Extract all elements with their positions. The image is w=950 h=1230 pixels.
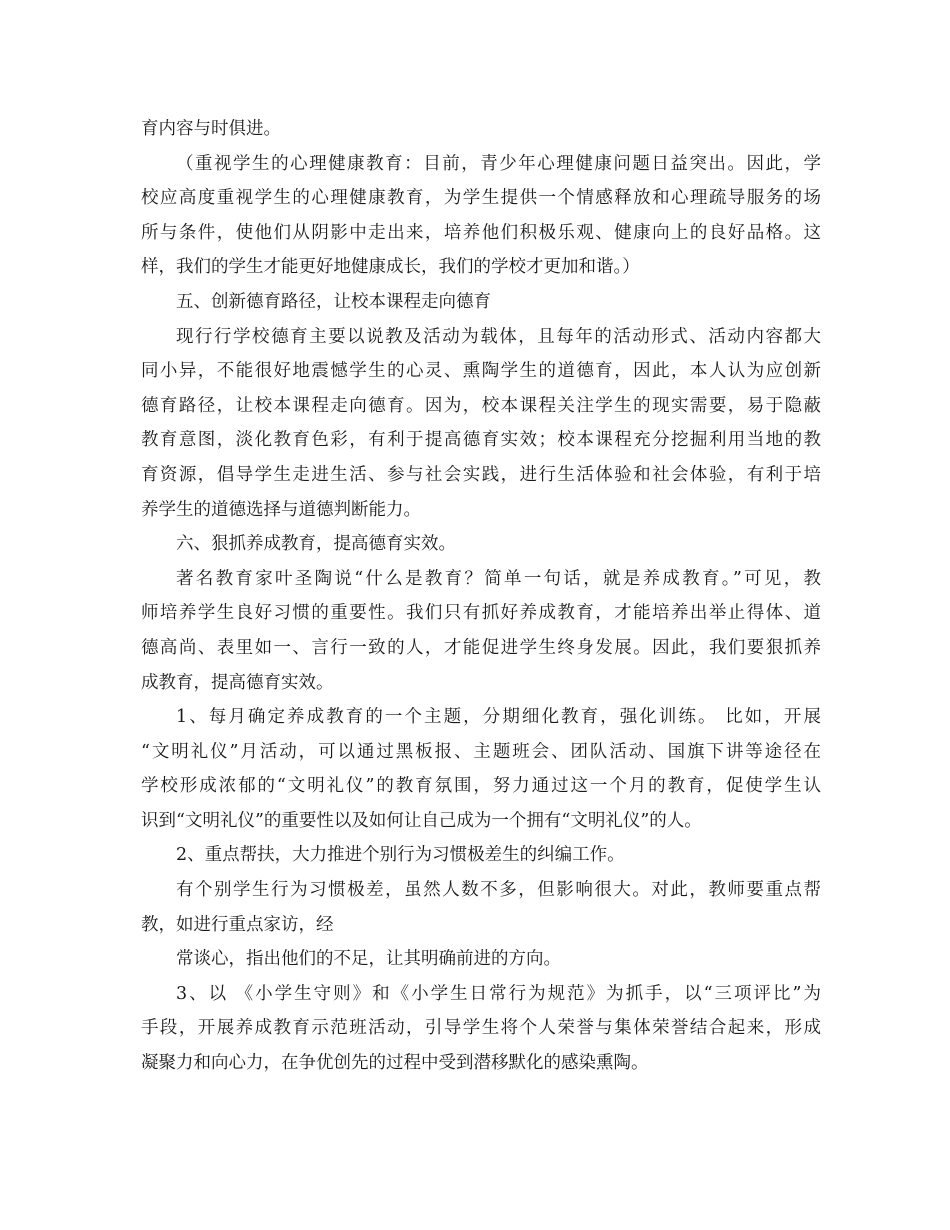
text-line: 同小异，不能很好地震憾学生的心灵、熏陶学生的道德育，因此，本人认为应创新 [141,361,821,382]
text-line: 识到“文明礼仪”的重要性以及如何让自己成为一个拥有“文明礼仪”的人。 [141,810,702,831]
text-line: 著名教育家叶圣陶说“什么是教育？简单一句话，就是养成教育。”可见，教 [176,568,821,589]
text-line: 教育意图，淡化教育色彩，有利于提高德育实效；校本课程充分挖掘利用当地的教 [141,430,821,451]
text-line: 手段，开展养成教育示范班活动，引导学生将个人荣誉与集体荣誉结合起来，形成 [141,1018,821,1039]
text-line: 2、重点帮扶，大力推进个别行为习惯极差生的纠编工作。 [176,845,625,866]
text-line: 德高尚、表里如一、言行一致的人，才能促进学生终身发展。因此，我们要狠抓养 [141,637,821,658]
text-line: 3、以 《小学生守则》和《小学生日常行为规范》为抓手，以“三项评比”为 [176,983,821,1004]
text-line: 有个别学生行为习惯极差，虽然人数不多，但影响很大。对此，教师要重点帮 [176,880,821,901]
text-line: 六、狠抓养成教育，提高德育实效。 [176,534,456,555]
text-line: 现行行学校德育主要以说教及活动为载体，且每年的活动形式、活动内容都大 [176,326,821,347]
text-line: 所与条件，使他们从阴影中走出来，培养他们积极乐观、健康向上的良好品格。这 [141,222,821,243]
text-line: 常谈心，指出他们的不足，让其明确前进的方向。 [176,949,561,970]
text-line: 凝聚力和向心力，在争优创先的过程中受到潜移默化的感染熏陶。 [141,1053,649,1074]
text-line: 1、每月确定养成教育的一个主题，分期细化教育，强化训练。 比如，开展 [176,707,821,728]
text-line: 德育路径，让校本课程走向德育。因为，校本课程关注学生的现实需要，易于隐蔽 [141,395,821,416]
text-line: 师培养学生良好习惯的重要性。我们只有抓好养成教育，才能培养出举止得体、道 [141,603,821,624]
text-line: 校应高度重视学生的心理健康教育，为学生提供一个情感释放和心理疏导服务的场 [141,188,821,209]
text-line: 育资源，倡导学生走进生活、参与社会实践，进行生活体验和社会体验，有利于培 [141,464,821,485]
text-line: （重视学生的心理健康教育：目前，青少年心理健康问题日益突出。因此，学 [176,153,821,174]
text-line: 学校形成浓郁的“文明礼仪”的教育氛围，努力通过这一个月的教育，促使学生认 [141,776,821,797]
text-line: 五、创新德育路径，让校本课程走向德育 [176,291,491,312]
text-line: 教，如进行重点家访，经 [141,914,334,935]
text-line: 成教育，提高德育实效。 [141,672,334,693]
text-line: “文明礼仪”月活动，可以通过黑板报、主题班会、团队活动、国旗下讲等途径在 [141,741,821,762]
text-line: 育内容与时俱进。 [141,119,281,139]
text-line: 样，我们的学生才能更好地健康成长，我们的学校才更加和谐。） [141,257,640,278]
document-body [141,112,821,1081]
text-line: 养学生的道德选择与道德判断能力。 [141,499,421,520]
